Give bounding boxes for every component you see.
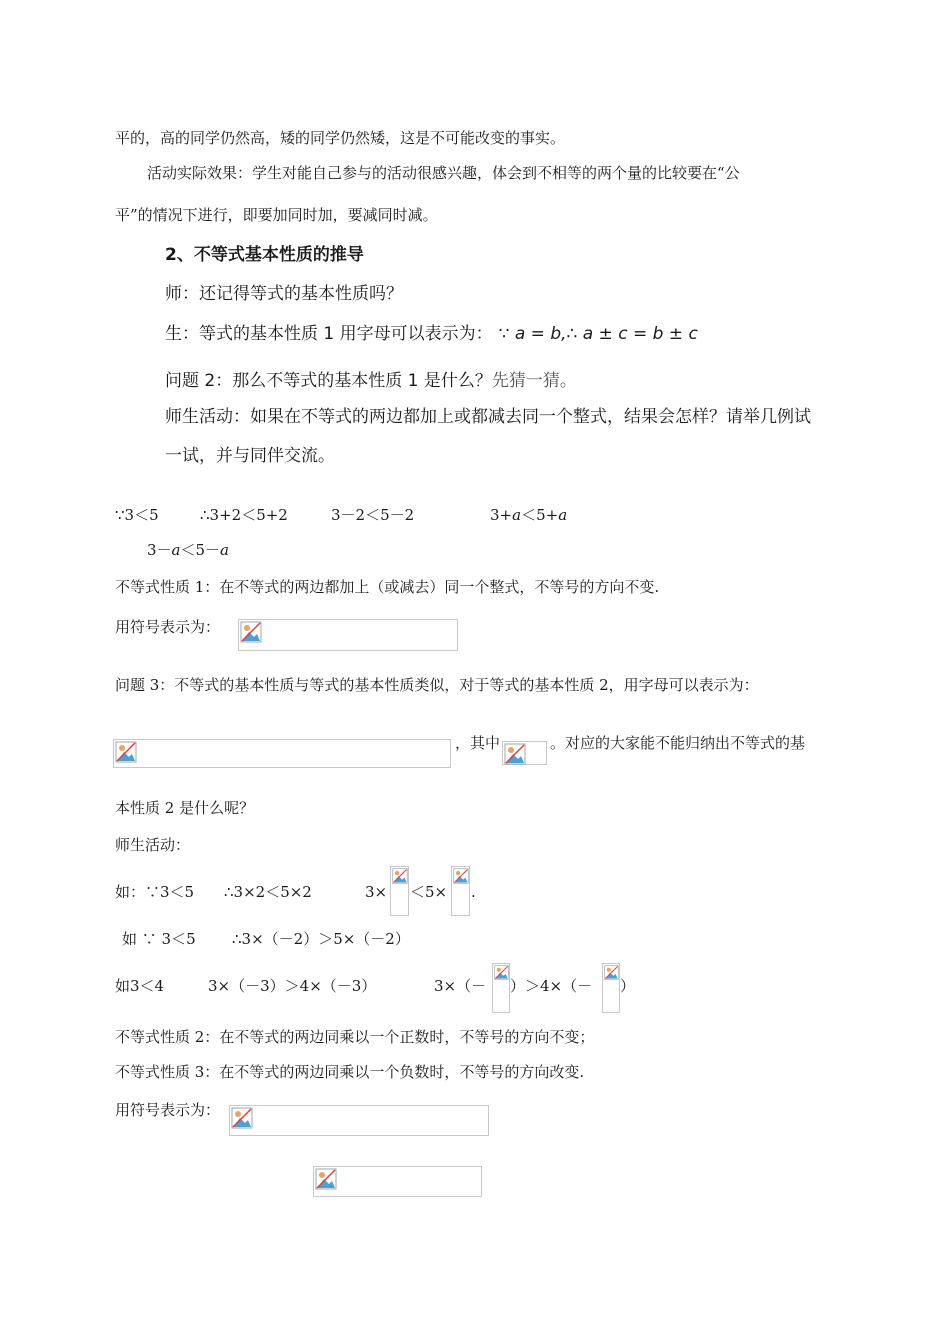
broken-image-icon (113, 739, 451, 768)
broken-image-icon (313, 1166, 482, 1197)
property-3: 不等式性质 3：在不等式的两边同乘以一个负数时，不等号的方向改变. (115, 1063, 585, 1081)
example-4-c1: 3×（－ (434, 977, 487, 995)
broken-image-icon (390, 866, 409, 916)
example-4-c3: ） (620, 977, 636, 995)
property-2: 不等式性质 2：在不等式的两边同乘以一个正数时，不等号的方向不变； (115, 1028, 595, 1046)
q3-mid: ，其中 (455, 734, 501, 752)
variable-a: a (171, 541, 181, 559)
example-1-c: 3－2＜5－2 (331, 506, 415, 524)
section-title: 2、不等式基本性质的推导 (165, 245, 364, 265)
q3-end: 本性质 2 是什么呢？ (115, 799, 255, 817)
example-1-a: ∵3＜5 (115, 506, 159, 524)
student-answer (165, 322, 698, 346)
example-4-c2: ）＞4×（－ (510, 977, 593, 995)
broken-image-icon (492, 963, 510, 1013)
paragraph-line: 平的，高的同学仍然高，矮的同学仍然矮，这是不可能改变的事实。 (115, 129, 566, 147)
equality-formula: ∵ a = b,∴ a ± c = b ± c (498, 324, 698, 344)
symbol-label: 用符号表示为： (115, 618, 221, 636)
broken-image-icon (602, 963, 620, 1013)
example-2-c2: ＜5× (410, 883, 448, 901)
example-2-a: 如：∵3＜5 (115, 883, 195, 901)
broken-image-icon (229, 1105, 489, 1136)
example-2-b: ∴3×2＜5×2 (224, 883, 312, 901)
activity-line: 师生活动：如果在不等式的两边都加上或都减去同一个整式，结果会怎样？请举几例试 (165, 407, 811, 427)
variable-a: a (512, 506, 522, 524)
property-1: 不等式性质 1：在不等式的两边都加上（或减去）同一个整式，不等号的方向不变. (115, 578, 660, 596)
paragraph-line: 活动实际效果：学生对能自己参与的活动很感兴趣，体会到不相等的两个量的比较要在“公 (147, 164, 740, 182)
broken-image-icon (238, 619, 458, 651)
paragraph-line: 平”的情况下进行，即要加同时加，要减同时减。 (115, 206, 438, 224)
example-4-a: 如3＜4 (115, 977, 165, 995)
broken-image-icon (502, 741, 547, 765)
q3-tail: 。对应的大家能不能归纳出不等式的基 (550, 734, 806, 752)
example-3-a: 如 ∵ 3＜5 (122, 930, 196, 948)
expr-part: ＜5－ (180, 541, 221, 559)
question-2-hint: 先猜一猜。 (491, 371, 577, 391)
example-2-c1: 3× (365, 883, 388, 901)
teacher-question: 师：还记得等式的基本性质吗？ (165, 284, 403, 304)
expr-part: ＜5+ (521, 506, 559, 524)
expr-part: 3－ (147, 541, 172, 559)
expr-part: 3+ (490, 506, 513, 524)
example-1-d (490, 505, 567, 525)
question-2-text: 问题 2：那么不等式的基本性质 1 是什么？ (165, 371, 492, 391)
activity-label: 师生活动： (115, 836, 191, 854)
student-answer-text: 生：等式的基本性质 1 用字母可以表示为： (165, 324, 493, 344)
example-3-b: ∴3×（－2）＞5×（－2） (232, 930, 410, 948)
example-1-b: ∴3+2＜5+2 (200, 506, 288, 524)
activity-line: 一试，并与同伴交流。 (165, 446, 335, 466)
variable-a: a (558, 506, 568, 524)
example-1-e (147, 540, 229, 560)
question-3: 问题 3：不等式的基本性质与等式的基本性质类似，对于等式的基本性质 2，用字母可以表示为： (115, 676, 759, 694)
variable-a: a (220, 541, 229, 559)
example-2-c3: . (471, 883, 476, 901)
broken-image-icon (451, 866, 470, 916)
question-2 (165, 369, 577, 393)
example-4-b: 3×（－3）＞4×（－3） (208, 977, 377, 995)
symbol-label: 用符号表示为： (115, 1101, 221, 1119)
